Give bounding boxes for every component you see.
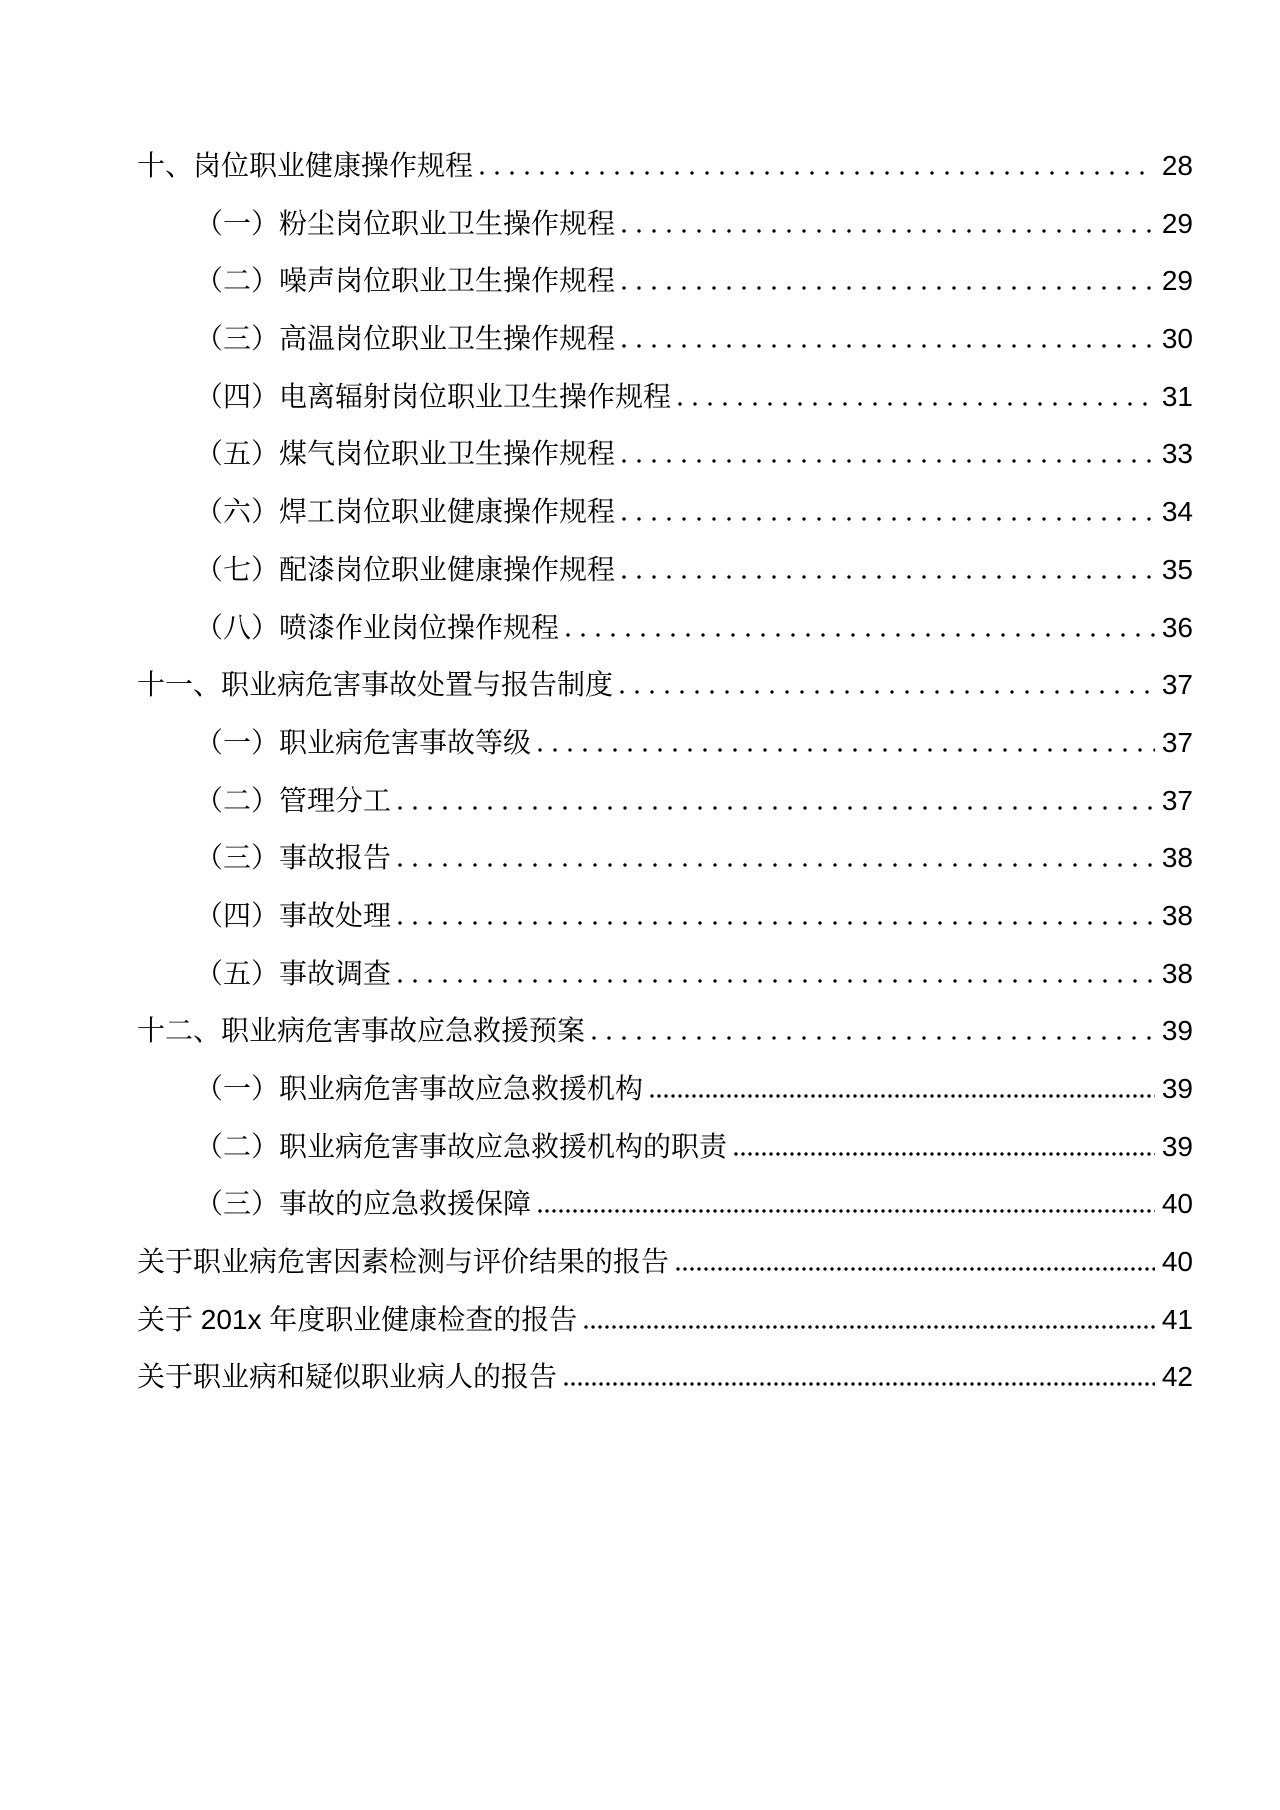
toc-page-number: 40 [1161, 1246, 1193, 1278]
dot-leader [564, 1382, 1155, 1386]
toc-entry-label: （七）配漆岗位职业健康操作规程 [195, 553, 616, 585]
toc-entry-label: （四）事故处理 [195, 899, 392, 931]
toc-entry-label: （三）事故的应急救援保障 [195, 1188, 532, 1220]
dot-leader [622, 344, 1155, 348]
dot-leader [622, 286, 1155, 290]
dot-leader [592, 1036, 1155, 1040]
dot-leader [622, 459, 1155, 463]
dot-leader [538, 1209, 1155, 1213]
toc-page-number: 37 [1161, 784, 1193, 816]
toc-entry[interactable] [137, 541, 1193, 599]
toc-entry[interactable] [137, 195, 1193, 253]
dot-leader [566, 633, 1155, 637]
toc-page-number: 31 [1161, 380, 1193, 412]
toc-page-number: 34 [1161, 496, 1193, 528]
toc-page-number: 38 [1161, 957, 1193, 989]
toc-entry-label: （六）焊工岗位职业健康操作规程 [195, 496, 616, 528]
toc-entry-label: （八）喷漆作业岗位操作规程 [195, 611, 560, 643]
toc-entry-label: 十二、职业病危害事故应急救援预案 [137, 1015, 586, 1047]
toc-entry[interactable] [137, 714, 1193, 772]
toc-page-number: 41 [1161, 1303, 1193, 1335]
toc-entry[interactable] [137, 310, 1193, 368]
dot-leader [620, 690, 1155, 694]
toc-entry[interactable] [137, 483, 1193, 541]
toc-entry[interactable] [137, 1002, 1193, 1060]
toc-entry-label: （二）管理分工 [195, 784, 392, 816]
dot-leader [734, 1152, 1155, 1156]
dot-leader [584, 1325, 1155, 1329]
toc-entry-label: （一）粉尘岗位职业卫生操作规程 [195, 207, 616, 239]
toc-entry[interactable] [137, 656, 1193, 714]
dot-leader [622, 229, 1155, 233]
toc-entry[interactable] [137, 829, 1193, 887]
toc-entry[interactable] [137, 1118, 1193, 1176]
toc-entry-label: （四）电离辐射岗位职业卫生操作规程 [195, 380, 672, 412]
toc-entry[interactable] [137, 252, 1193, 310]
toc-entry[interactable] [137, 887, 1193, 945]
toc-page-number: 29 [1161, 265, 1193, 297]
toc-page-number: 37 [1161, 726, 1193, 758]
toc-entry[interactable] [137, 137, 1193, 195]
toc-page-number: 42 [1161, 1361, 1193, 1393]
dot-leader [650, 1094, 1155, 1098]
dot-leader [398, 921, 1155, 925]
toc-entry[interactable] [137, 599, 1193, 657]
toc-entry[interactable] [137, 1291, 1193, 1349]
toc-page-number: 39 [1161, 1073, 1193, 1104]
dot-leader [398, 863, 1155, 867]
toc-entry[interactable] [137, 772, 1193, 830]
dot-leader [676, 1267, 1155, 1271]
toc-page-number: 39 [1161, 1130, 1193, 1162]
toc-entry-label: （二）职业病危害事故应急救援机构的职责 [195, 1130, 728, 1162]
toc-entry[interactable] [137, 945, 1193, 1003]
dot-leader [398, 806, 1155, 810]
dot-leader [538, 748, 1155, 752]
toc-page-number: 29 [1161, 207, 1193, 239]
toc-page-number: 28 [1161, 150, 1193, 181]
dot-leader [622, 517, 1155, 521]
toc-page-number: 38 [1161, 842, 1193, 874]
toc-entry[interactable] [137, 1233, 1193, 1291]
toc-page-number: 35 [1161, 553, 1193, 585]
toc-page-number: 40 [1161, 1188, 1193, 1220]
toc-entry-label: （一）职业病危害事故等级 [195, 726, 532, 758]
toc-entry[interactable] [137, 1348, 1193, 1406]
dot-leader [622, 575, 1155, 579]
toc-page-number: 39 [1161, 1015, 1193, 1047]
toc-entry-label: 关于职业病危害因素检测与评价结果的报告 [137, 1246, 670, 1278]
table-of-contents [137, 137, 1193, 1406]
toc-entry-label: （五）煤气岗位职业卫生操作规程 [195, 438, 616, 470]
toc-entry-label: 十一、职业病危害事故处置与报告制度 [137, 669, 614, 701]
toc-page-number: 30 [1161, 323, 1193, 355]
toc-entry[interactable] [137, 425, 1193, 483]
dot-leader [398, 979, 1155, 983]
toc-entry-label: 十、岗位职业健康操作规程 [137, 150, 474, 181]
toc-entry-label: （一）职业病危害事故应急救援机构 [195, 1073, 644, 1104]
toc-entry-label: （三）高温岗位职业卫生操作规程 [195, 323, 616, 355]
toc-entry[interactable] [137, 1175, 1193, 1233]
toc-page-number: 33 [1161, 438, 1193, 470]
toc-entry[interactable] [137, 1060, 1193, 1118]
toc-page-number: 38 [1161, 899, 1193, 931]
toc-entry-label: 关于 201x 年度职业健康检查的报告 [137, 1303, 578, 1335]
toc-entry-label: 关于职业病和疑似职业病人的报告 [137, 1361, 558, 1393]
toc-page-number: 37 [1161, 669, 1193, 701]
toc-entry-label: （五）事故调查 [195, 957, 392, 989]
toc-entry[interactable] [137, 368, 1193, 426]
toc-page-number: 36 [1161, 611, 1193, 643]
toc-entry-label: （二）噪声岗位职业卫生操作规程 [195, 265, 616, 297]
toc-entry-label: （三）事故报告 [195, 842, 392, 874]
dot-leader [480, 171, 1155, 175]
dot-leader [678, 402, 1155, 406]
